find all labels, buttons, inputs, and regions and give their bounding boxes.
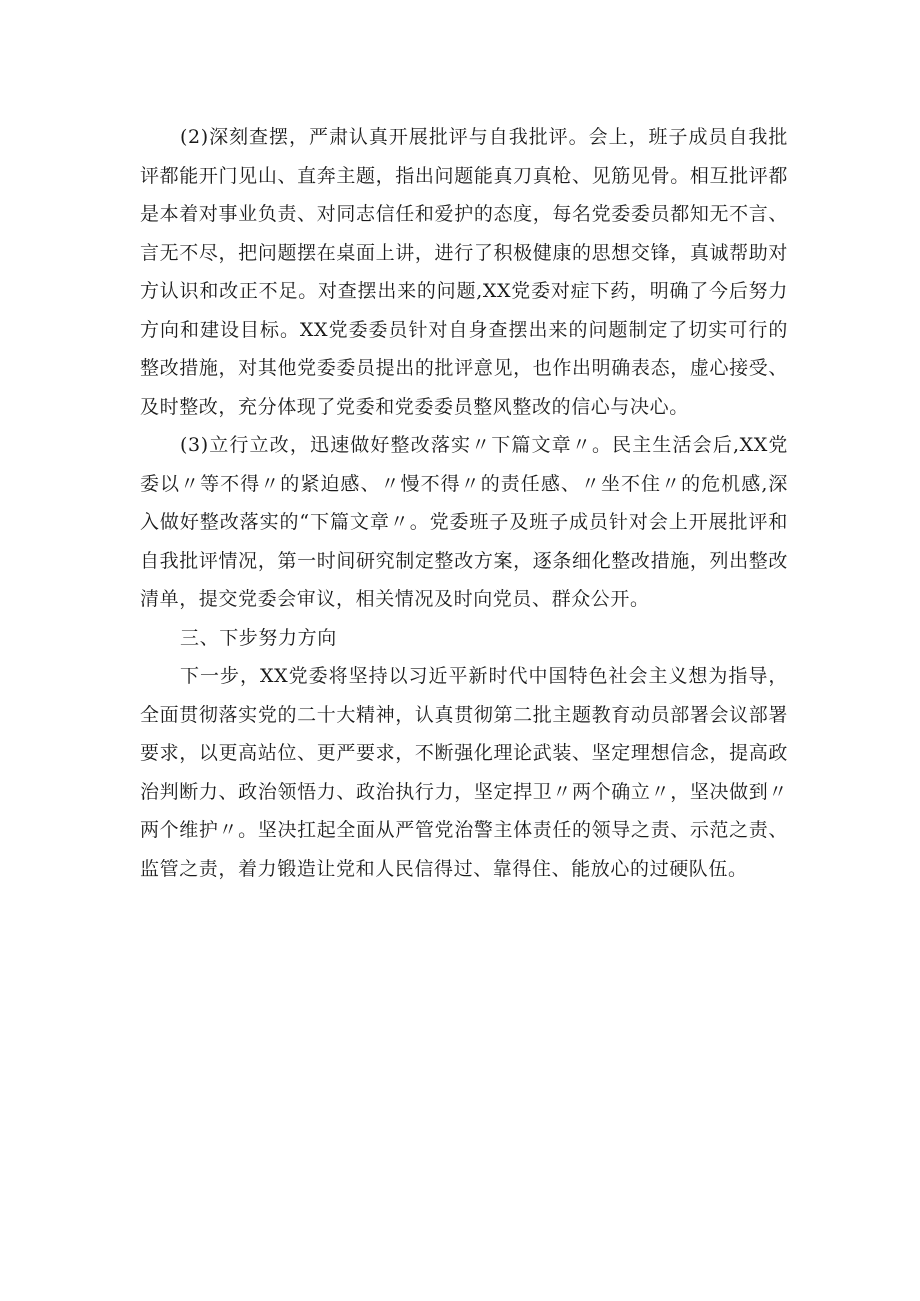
paragraph-immediate-rectification: (3)立行立改，迅速做好整改落实〃下篇文章〃。民主生活会后,XX党委以〃等不得〃的紧迫感、〃慢不得〃的责任感、〃坐不住〃的危机感,深入做好整改落实的“下篇文章〃。党委班子及班子成员针对会上开展批评和自我批评情况，第一时间研究制定整改方案，逐条细化整改措施，列出整改清单，提交党委会审议，相关情况及时向党员、群众公开。: [140, 434, 788, 610]
paragraph-next-steps: 下一步，XX党委将坚持以习近平新时代中国特色社会主义想为指导，全面贯彻落实党的二十大精神，认真贯彻第二批主题教育动员部署会议部署要求，以更高站位、更严要求，不断强化理论武装、坚定理想信念，提高政治判断力、政治领悟力、政治执行力，坚定捍卫〃两个确立〃，坚决做到〃两个维护〃。坚决扛起全面从严管党治警主体责任的领导之责、示范之责、监管之责，着力锻造让党和人民信得过、靠得住、能放心的过硬队伍。: [140, 665, 788, 880]
section-heading-next-steps: 三、下步努力方向: [180, 626, 337, 649]
paragraph-rectification-review: (2)深刻查摆，严肃认真开展批评与自我批评。会上，班子成员自我批评都能开门见山、直奔主题，指出问题能真刀真枪、见筋见骨。相互批评都是本着对事业负责、对同志信任和爱护的态度，每名党委委员都知无不言、言无不尽，把问题摆在桌面上讲，进行了积极健康的思想交锋，真诚帮助对方认识和改正不足。对查摆出来的问题,XX党委对症下药，明确了今后努力方向和建设目标。XX党委委员针对自身查摆出来的问题制定了切实可行的整改措施，对其他党委委员提出的批评意见，也作出明确表态，虚心接受、及时整改，充分体现了党委和党委委员整风整改的信心与决心。: [140, 126, 788, 418]
document-body: [140, 118, 788, 888]
